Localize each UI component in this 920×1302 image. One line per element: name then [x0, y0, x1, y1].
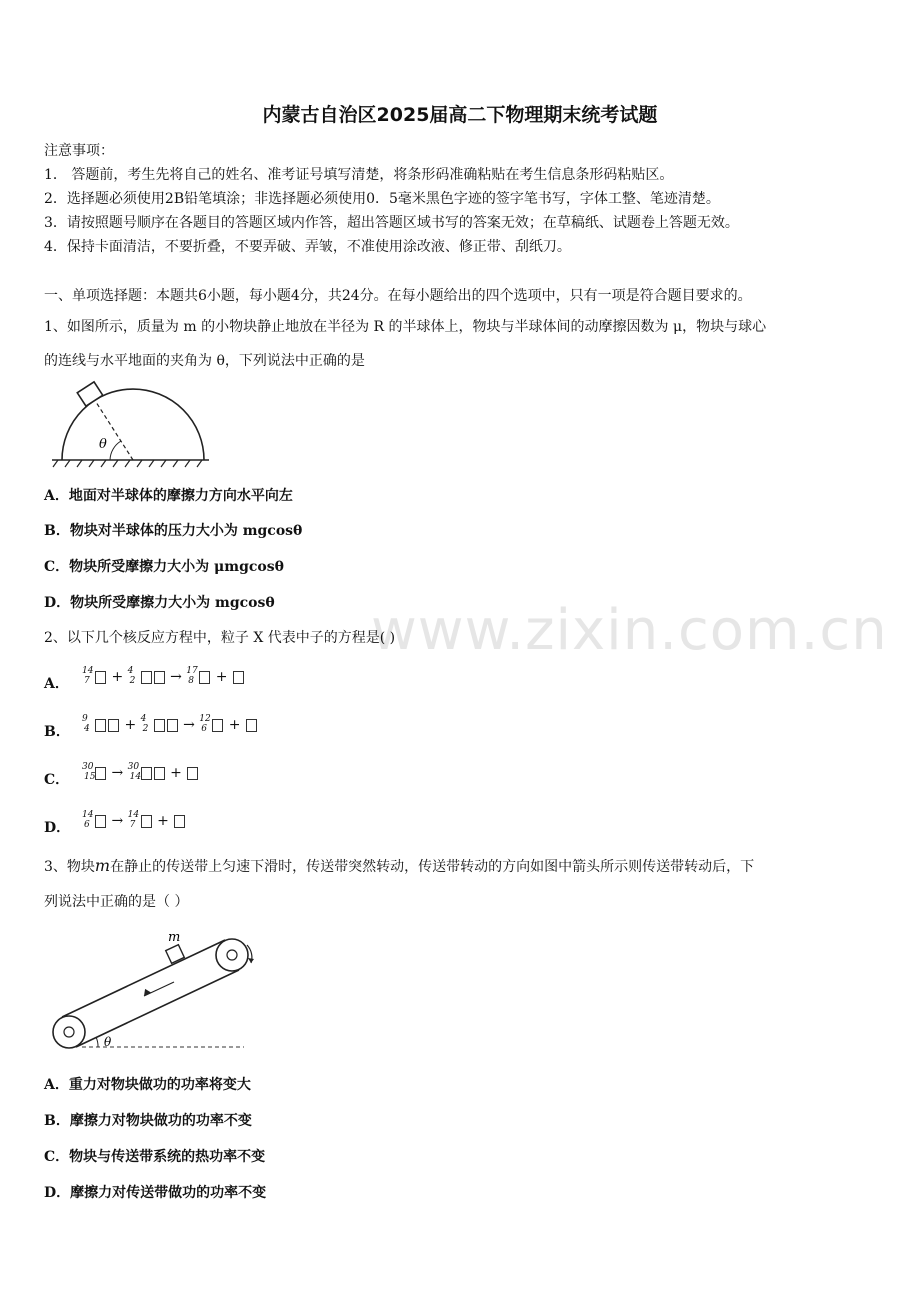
question-1-line: 的连线与水平地面的夹角为 θ，下列说法中正确的是	[44, 353, 365, 369]
equation-a: 14 7 + 4 2 → 17 8 +	[82, 668, 245, 686]
question-2-option-c[interactable]	[44, 769, 69, 789]
theta-label: θ	[104, 1035, 112, 1049]
theta-label: θ	[99, 437, 107, 452]
option-label: B．	[44, 724, 70, 740]
notice-heading: 注意事项：	[44, 143, 114, 159]
equation-d: 14 6 → 14 7 +	[82, 812, 186, 830]
question-2-stem: 2、以下几个核反应方程中，粒子 X 代表中子的方程是( )	[44, 630, 396, 646]
notice-item: 1． 答题前，考生先将自己的姓名、准考证号填写清楚，将条形码准确粘贴在考生信息条形码粘贴区。	[44, 167, 674, 183]
question-2-option-d[interactable]	[44, 817, 70, 837]
section-heading: 一、单项选择题：本题共6小题，每小题4分，共24分。在每小题给出的四个选项中，只有一项是符合题目要求的。	[44, 288, 752, 304]
question-3-line: 3、物块m在静止的传送带上匀速下滑时，传送带突然转动，传送带转动的方向如图中箭头所示则传送带转动后，下	[44, 856, 755, 875]
option-label: A．	[44, 676, 69, 692]
conveyor-figure	[44, 925, 264, 1055]
notice-item: 2．选择题必须使用2B铅笔填涂；非选择题必须使用0．5毫米黑色字迹的签字笔书写，字体工整、笔迹清楚。	[44, 191, 720, 207]
question-3-option-d[interactable]: D．摩擦力对传送带做功的功率不变	[44, 1185, 267, 1201]
equation-c: 30 15 → 30 14 +	[82, 764, 199, 782]
notice-item: 4．保持卡面清洁，不要折叠，不要弄破、弄皱，不准使用涂改液、修正带、刮纸刀。	[44, 239, 571, 255]
notice-item: 3．请按照题号顺序在各题目的答题区域内作答，超出答题区域书写的答案无效；在草稿纸、试题卷上答题无效。	[44, 215, 739, 231]
equation-b: 9 4 + 4 2 → 12 6 +	[82, 716, 258, 734]
question-1-option-d[interactable]: D．物块所受摩擦力大小为 mgcosθ	[44, 595, 275, 611]
hemisphere-figure	[44, 378, 214, 473]
question-3-option-c[interactable]: C．物块与传送带系统的热功率不变	[44, 1149, 266, 1165]
option-label: C．	[44, 772, 70, 788]
question-3-line: 列说法中正确的是（ ）	[44, 894, 189, 910]
question-1-option-c[interactable]: C．物块所受摩擦力大小为 μmgcosθ	[44, 559, 284, 575]
page-title: 内蒙古自治区2025届高二下物理期末统考试题	[262, 104, 658, 126]
block-shape	[77, 382, 102, 406]
watermark: www.zixin.com.cn	[371, 598, 888, 663]
question-2-option-a[interactable]	[44, 673, 69, 693]
question-3-option-a[interactable]: A．重力对物块做功的功率将变大	[44, 1077, 251, 1093]
question-3-option-b[interactable]: B．摩擦力对物块做功的功率不变	[44, 1113, 252, 1129]
question-2-option-b[interactable]	[44, 721, 70, 741]
question-1-line: 1、如图所示，质量为 m 的小物块静止地放在半径为 R 的半球体上，物块与半球体间的动摩擦因数为 μ，物块与球心	[44, 319, 767, 335]
question-1-option-a[interactable]: A．地面对半球体的摩擦力方向水平向左	[44, 488, 293, 504]
m-label: m	[168, 930, 181, 945]
option-label: D．	[44, 820, 71, 836]
question-1-option-b[interactable]: B．物块对半球体的压力大小为 mgcosθ	[44, 523, 303, 539]
